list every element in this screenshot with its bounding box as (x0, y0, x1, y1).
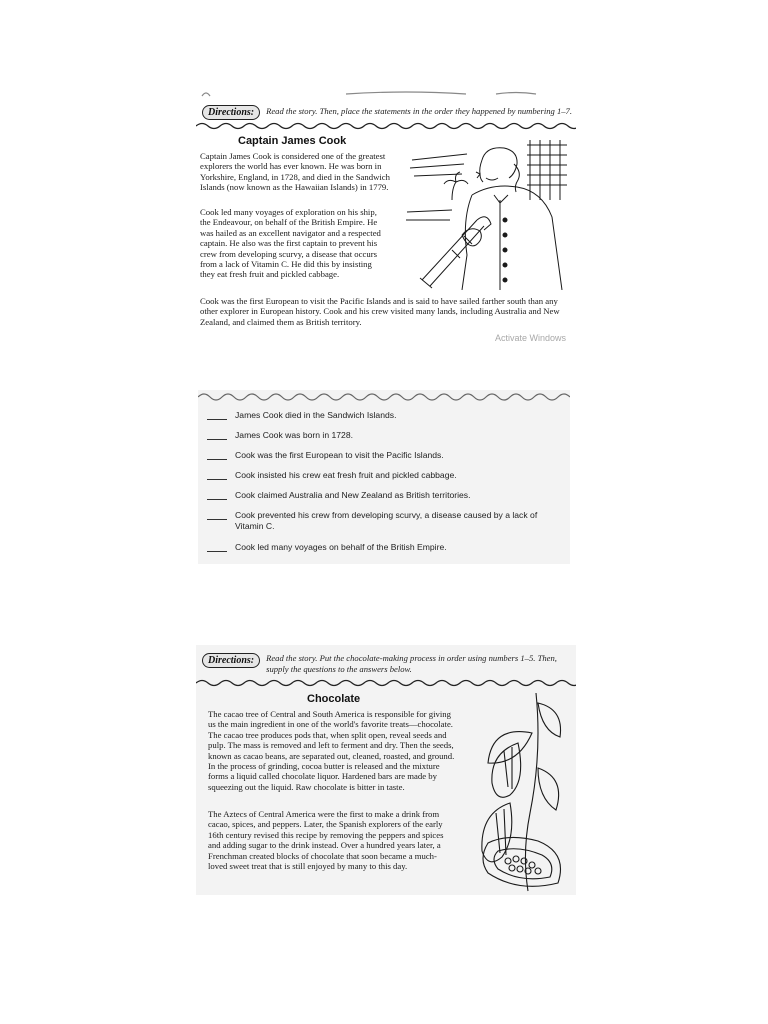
statement-text: Cook prevented his crew from developing scurvy, a disease caused by a lack of Vitamin C. (235, 510, 538, 531)
chocolate-story-panel (196, 645, 576, 895)
number-blank[interactable] (207, 470, 227, 480)
number-blank[interactable] (207, 450, 227, 460)
statement-text: James Cook was born in 1728. (235, 430, 353, 440)
top-wavy-border (196, 88, 576, 102)
cook-directions (202, 105, 574, 120)
story-paragraph-1: The cacao tree of Central and South America is responsible for giving us the main ingredient in one of the world's favorite treats—chocolate. The cacao tree produces pods that, when split open, reveal seeds and pulp. The mass is removed and left to ferment and dry. Then the seeds, known as cacao beans, are separated out, cleaned, roasted, and ground. In the process of grinding, cocoa butter is released and the mixture forms a liquid called chocolate liquor. Hardened bars are made by squeezing out the liquid. Raw chocolate is bitter in taste. (208, 709, 455, 792)
statement-text: Cook led many voyages on behalf of the British Empire. (235, 542, 447, 552)
directions-text: Read the story. Put the chocolate-making process in order using numbers 1–5. Then, supply the questions to the answers below. (266, 653, 557, 674)
statement-text: Cook insisted his crew eat fresh fruit and pickled cabbage. (235, 470, 457, 480)
statement-row (207, 470, 562, 490)
wavy-divider (196, 121, 576, 131)
wavy-divider (196, 678, 576, 688)
statement-row (207, 510, 562, 542)
number-blank[interactable] (207, 542, 227, 552)
directions-badge: Directions: (202, 653, 260, 668)
story-paragraph-3: Cook was the first European to visit the Pacific Islands and is said to have sailed farther south than any other explorer in European history. Cook and his crew visited many lands, including Australia and New Zealand, and claimed them as British territory. (200, 296, 560, 327)
statement-row (207, 450, 562, 470)
statement-text: Cook was the first European to visit the Pacific Islands. (235, 450, 444, 460)
statement-row (207, 410, 562, 430)
activate-windows-watermark: Activate Windows (495, 333, 567, 343)
number-blank[interactable] (207, 510, 227, 520)
statement-text: James Cook died in the Sandwich Islands. (235, 410, 397, 420)
captain-cook-illustration (402, 140, 572, 290)
story-title: Captain James Cook (238, 135, 347, 147)
statement-text: Cook claimed Australia and New Zealand as British territories. (235, 490, 471, 500)
story-paragraph-2: Cook led many voyages of exploration on his ship, the Endeavour, on behalf of the British Empire. He was hailed as an excellent navigator and a respected captain. He also was the first captain to prevent his crew from developing scurvy, a disease that occurs from a lack of Vitamin C. He did this by insisting they eat fresh fruit and pickled cabbage. (200, 207, 381, 280)
wavy-divider (198, 390, 570, 404)
directions-badge: Directions: (202, 105, 260, 120)
cacao-pod-illustration (458, 693, 573, 893)
number-blank[interactable] (207, 430, 227, 440)
story-paragraph-2: The Aztecs of Central America were the first to make a drink from cacao, spices, and peppers. Later, the Spanish explorers of the early 16th century revised this recipe by removing the peppers and spices and adding sugar to the drink instead. Over a hundred years later, a Frenchman created blocks of chocolate that soon became a much-loved sweet treat that is still enjoyed by many to this day. (208, 809, 444, 872)
statement-row (207, 490, 562, 510)
statement-row (207, 542, 562, 562)
cook-story-panel (196, 88, 576, 342)
number-blank[interactable] (207, 410, 227, 420)
number-blank[interactable] (207, 490, 227, 500)
story-title: Chocolate (307, 693, 361, 705)
chocolate-directions (202, 653, 574, 675)
story-paragraph-1: Captain James Cook is considered one of the greatest explorers the world has ever known. He was born in Yorkshire, England, in 1728, and died in the Sandwich Islands (now known as the Hawaiian Islands) in 1779. (200, 151, 390, 193)
statement-list (207, 410, 562, 562)
statement-row (207, 430, 562, 450)
directions-text: Read the story. Then, place the statements in the order they happened by numbering 1–7. (266, 106, 573, 116)
